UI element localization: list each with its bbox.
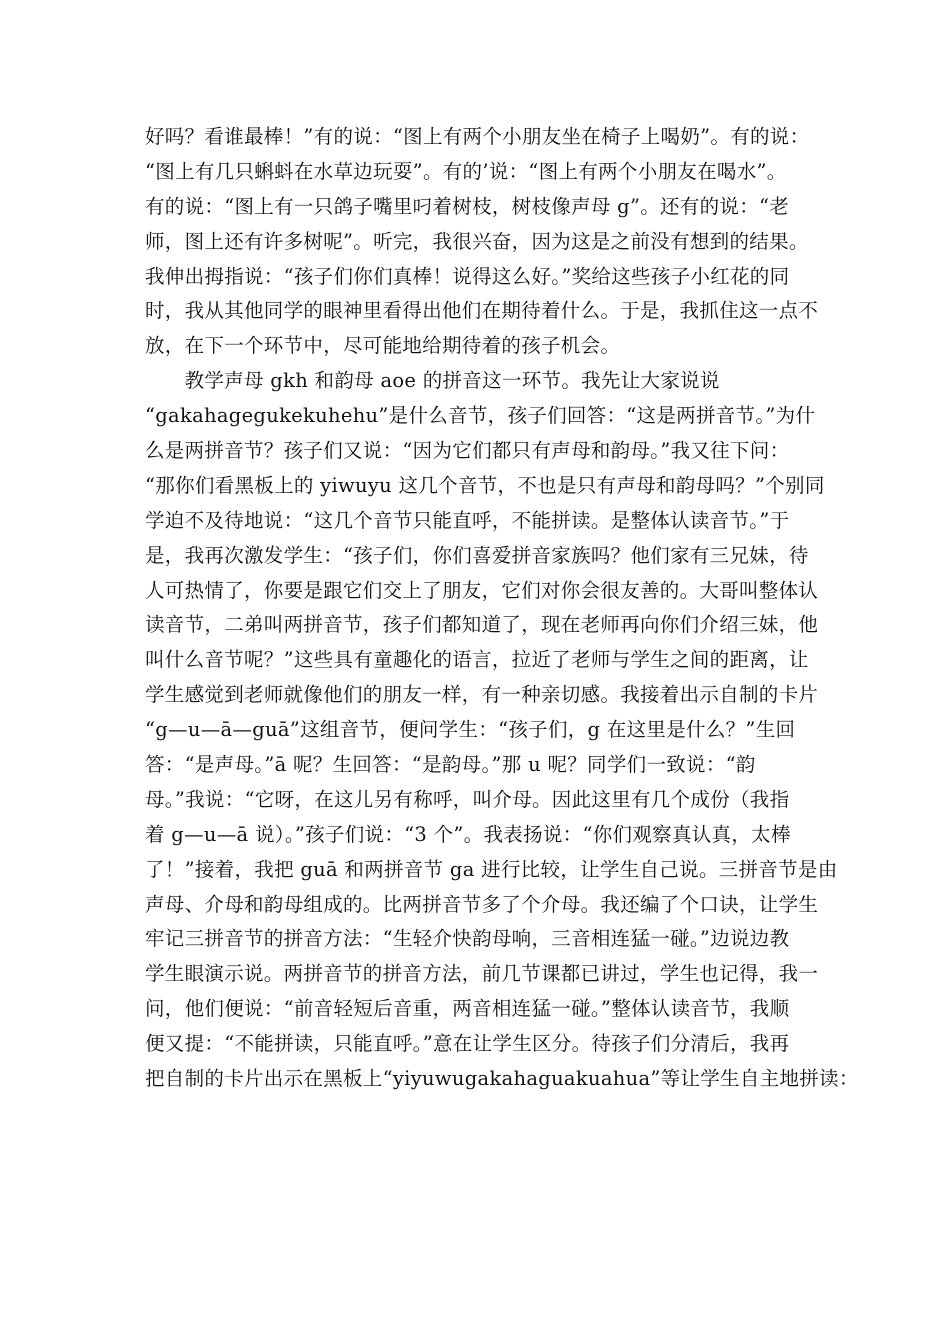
text-line: 问，他们便说：“前音轻短后音重，两音相连猛一碰。”整体认读音节，我顺	[145, 997, 790, 1021]
text-line: 人可热情了，你要是跟它们交上了朋友，它们对你会很友善的。大哥叫整体认	[145, 578, 819, 602]
text-line: 么是两拼音节？孩子们又说：“因为它们都只有声母和韵母。”我又往下问：	[145, 439, 790, 463]
text-line: “gakahagegukekuhehu”是什么音节，孩子们回答：“这是两拼音节。”为什	[145, 404, 816, 428]
text-line: 便又提：“不能拼读，只能直呼。”意在让学生区分。待孩子们分清后，我再	[145, 1032, 790, 1056]
text-line: 了！”接着，我把 guā 和两拼音节 ga 进行比较，让学生自己说。三拼音节是由	[145, 857, 838, 881]
text-line: “g—u—ā—guā”这组音节，便问学生：“孩子们，g 在这里是什么？”生回	[145, 718, 796, 742]
text-line: 好吗？看谁最棒！”有的说：“图上有两个小朋友坐在椅子上喝奶”。有的说：	[145, 125, 810, 148]
text-line: “图上有几只蝌蚪在水草边玩耍”。有的’说：“图上有两个小朋友在喝水”。	[145, 159, 787, 183]
text-line: 把自制的卡片出示在黑板上“yiyuwugakahaguakuahua”等让学生自主地拼读：	[145, 1067, 859, 1091]
text-line: 是，我再次激发学生：“孩子们，你们喜爱拼音家族吗？他们家有三兄妹，待	[145, 543, 809, 567]
text-line: 时，我从其他同学的眼神里看得出他们在期待着什么。于是，我抓住这一点不	[145, 299, 819, 323]
text-line: 我伸出拇指说：“孩子们你们真棒！说得这么好。”奖给这些孩子小红花的同	[145, 264, 790, 288]
text-line: 学生感觉到老师就像他们的朋友一样，有一种亲切感。我接着出示自制的卡片	[145, 683, 819, 707]
text-line: 放，在下一个环节中，尽可能地给期待着的孩子机会。	[145, 334, 621, 358]
text-line: 着 g—u—ā 说）。”孩子们说：“3 个”。我表扬说：“你们观察真认真，太棒	[145, 822, 791, 846]
text-line: 教学声母 gkh 和韵母 aoe 的拼音这一环节。我先让大家说说	[145, 369, 720, 393]
text-line: 母。”我说：“它呀，在这儿另有称呼，叫介母。因此这里有几个成份（我指	[145, 787, 790, 811]
text-line: 牢记三拼音节的拼音方法：“生轻介快韵母响，三音相连猛一碰。”边说边教	[145, 927, 790, 951]
text-line: 读音节，二弟叫两拼音节，孩子们都知道了，现在老师再向你们介绍三妹，他	[145, 613, 819, 637]
text-line: 学生眼演示说。两拼音节的拼音方法，前几节课都已讲过，学生也记得，我一	[145, 962, 819, 986]
text-line: 声母、介母和韵母组成的。比两拼音节多了个介母。我还编了个口诀，让学生	[145, 892, 819, 916]
text-line: “那你们看黑板上的 yiwuyu 这几个音节，不也是只有声母和韵母吗？”个别同	[145, 473, 825, 497]
body-text	[145, 120, 859, 1097]
text-line: 学迫不及待地说：“这几个音节只能直呼，不能拼读。是整体认读音节。”于	[145, 508, 790, 532]
text-line: 师，图上还有许多树呢”。听完，我很兴奋，因为这是之前没有想到的结果。	[145, 229, 809, 253]
text-line: 答：“是声母。”ā 呢？生回答：“是韵母。”那 u 呢？同学们一致说：“韵	[145, 753, 756, 777]
text-line: 叫什么音节呢？”这些具有童趣化的语言，拉近了老师与学生之间的距离，让	[145, 648, 809, 672]
text-line: 有的说：“图上有一只鸽子嘴里叼着树枝，树枝像声母 g”。还有的说：“老	[145, 194, 790, 218]
